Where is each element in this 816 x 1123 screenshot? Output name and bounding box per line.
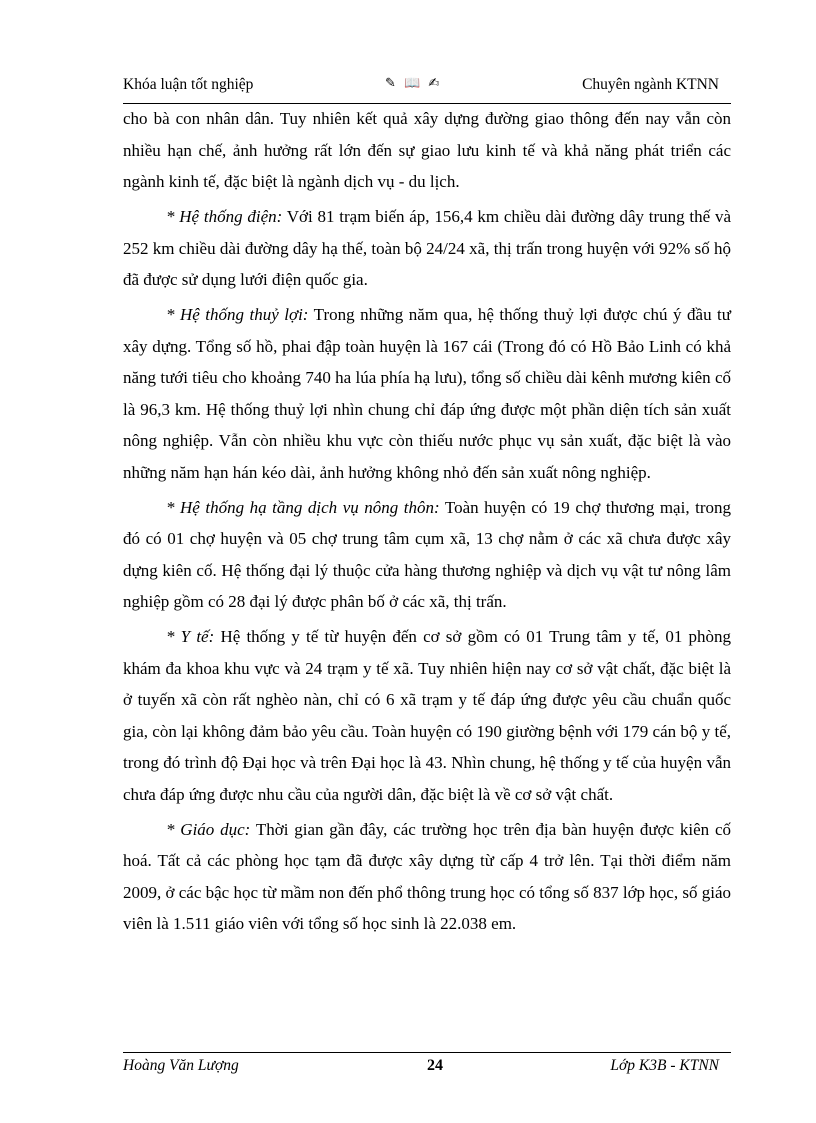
footer-class: Lớp K3B - KTNN <box>610 1057 719 1074</box>
paragraph-irrigation: * Hệ thống thuỷ lợi: Trong những năm qua, hệ thống thuỷ lợi được chú ý đầu tư xây dựng. Tổng số hồ, phai đập toàn huyện là 167 cái (Trong đó có Hồ Bảo Linh có khả năng tưới tiêu cho khoảng 740 ha lúa phía hạ lưu), tổng số chiều dài kênh mương kiên cố là 96,3 km. Hệ thống thuỷ lợi nhìn chung chỉ đáp ứng được một phần diện tích sản xuất nông nghiệp. Vẫn còn nhiều khu vực còn thiếu nước phục vụ sản xuất, đặc biệt là vào những năm hạn hán kéo dài, ảnh hưởng không nhỏ đến sản xuất nông nghiệp. <box>123 305 731 482</box>
header-book-ornament-icon: ✎ 📖 ✍ <box>385 76 442 91</box>
paragraph-rural-services: * Hệ thống hạ tầng dịch vụ nông thôn: Toàn huyện có 19 chợ thương mại, trong đó có 01 chợ huyện và 05 chợ trung tâm cụm xã, 13 chợ nằm ở các xã chưa được xây dựng kiên cố. Hệ thống đại lý thuộc cửa hàng thương nghiệp và dịch vụ vật tư nông lâm nghiệp gồm có 28 đại lý được phân bố ở các xã, thị trấn. <box>123 497 731 611</box>
section-label-electricity: * Hệ thống điện: <box>166 207 283 226</box>
page-header <box>123 76 731 100</box>
page-footer <box>123 1057 731 1081</box>
paragraph-electricity: * Hệ thống điện: Với 81 trạm biến áp, 156,4 km chiều dài đường dây trung thế và 252 km chiều dài đường dây hạ thế, toàn bộ 24/24 xã, thị trấn trong huyện với 92% số hộ đã được sử dụng lưới điện quốc gia. <box>123 207 731 289</box>
paragraph-education: * Giáo dục: Thời gian gần đây, các trường học trên địa bàn huyện được kiên cố hoá. Tất cả các phòng học tạm đã được xây dựng từ cấp 4 trở lên. Tại thời điểm năm 2009, ở các bậc học từ mầm non đến phổ thông trung học có tổng số 837 lớp học, số giáo viên là 1.511 giáo viên với tổng số học sinh là 22.038 em. <box>123 819 731 933</box>
footer-divider <box>123 1052 731 1053</box>
section-label-health: * Y tế: <box>166 627 215 646</box>
page-number: 24 <box>427 1057 443 1074</box>
header-thesis-title: Khóa luận tốt nghiệp <box>123 76 254 93</box>
section-label-education: * Giáo dục: <box>166 819 251 839</box>
paragraph-health: * Y tế: Hệ thống y tế từ huyện đến cơ sở gồm có 01 Trung tâm y tế, 01 phòng khám đa khoa khu vực và 24 trạm y tế xã. Tuy nhiên hiện nay cơ sở vật chất, đặc biệt là ở tuyến xã còn rất nghèo nàn, chỉ có 6 xã trạm y tế đáp ứng được yêu cầu chuẩn quốc gia, còn lại không đảm bảo yêu cầu. Toàn huyện có 190 giường bệnh với 179 cán bộ y tế, trong đó trình độ Đại học và trên Đại học là 43. Nhìn chung, hệ thống y tế của huyện vẫn chưa đáp ứng được nhu cầu của người dân, đặc biệt là về cơ sở vật chất. <box>123 627 732 804</box>
footer-author: Hoàng Văn Lượng <box>123 1057 239 1074</box>
header-major: Chuyên ngành KTNN <box>582 76 719 93</box>
section-label-irrigation: * Hệ thống thuỷ lợi: <box>166 305 309 324</box>
document-body <box>123 103 731 940</box>
section-label-rural-services: * Hệ thống hạ tầng dịch vụ nông thôn: <box>166 497 440 517</box>
paragraph-transport: cho bà con nhân dân. Tuy nhiên kết quả xây dựng đường giao thông đến nay vẫn còn nhiều hạn chế, ảnh hưởng rất lớn đến sự giao lưu kinh tế và khả năng phát triển các ngành kinh tế, đặc biệt là ngành dịch vụ - du lịch. <box>123 109 731 191</box>
